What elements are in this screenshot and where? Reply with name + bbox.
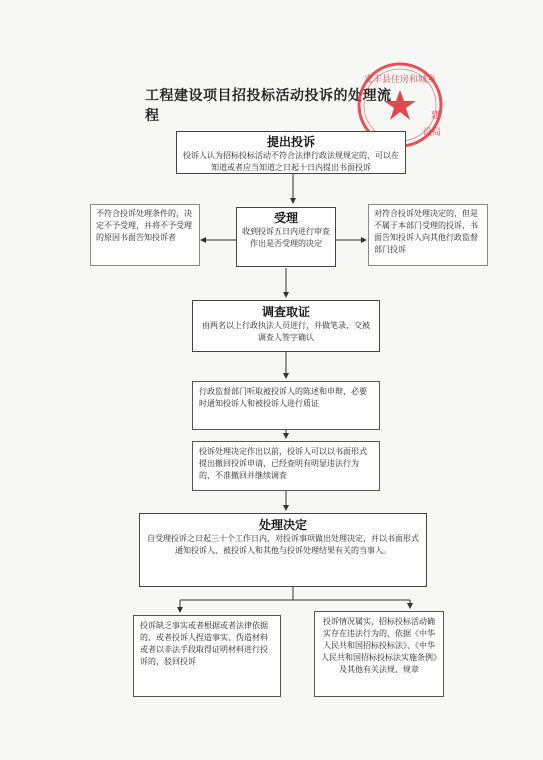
step-text: 行政监督部门听取被投诉人的陈述和申辩，必要时通知投诉人和被投诉人进行质证 <box>199 387 367 408</box>
step-withdraw <box>192 441 380 491</box>
outcome-text: 投诉情况属实，招标投标活动确实存在违法行为的，依据《中华人民共和国招标投标法》、《中华人民共和国招标投标法实施条例》及其他有关法规、规章 <box>321 617 437 674</box>
svg-text:设局: 设局 <box>423 128 442 138</box>
note-text: 对符合投诉处理决定的，但是不属于本部门受理的投诉，书面告知投诉人向其他行政监督部门投诉 <box>374 209 478 254</box>
note-text: 不符合投诉处理条件的，决定不予受理，并将不予受理的原因书面告知投诉者 <box>96 209 192 242</box>
step-decision <box>139 513 427 587</box>
step-text: 投诉人认为招标投标活动不符合法律行政法规规定的，可以在知道或者应当知道之日起十日内提出书面投诉 <box>183 151 399 172</box>
step-heading: 调查取证 <box>261 305 310 319</box>
step-heading: 处理决定 <box>258 518 307 532</box>
svg-text:建: 建 <box>431 111 441 121</box>
step-investigate <box>192 300 380 352</box>
step-hearing <box>192 381 380 430</box>
page-title: 工程建设项目招投标活动投诉的处理流程 <box>145 88 392 124</box>
forward-note <box>368 204 488 266</box>
step-submit-complaint <box>176 131 406 174</box>
step-text: 由两名以上行政执法人员进行，并做笔录，交被调查人签字确认 <box>202 321 370 342</box>
svg-text:安丰县住房和城乡: 安丰县住房和城乡 <box>363 75 437 85</box>
step-text: 收到投诉五日内进行审查作出是否受理的决定 <box>242 227 330 248</box>
step-text: 自受理投诉之日起三十个工作日内，对投诉事项做出处理决定，并以书面形式通知投诉人、被投诉人和其他与投诉处理结果有关的当事人。 <box>147 534 419 555</box>
step-heading: 提出投诉 <box>266 135 315 149</box>
step-text: 投诉处理决定作出以前，投诉人可以以书面形式提出撤回投诉申请，已经查明有明显违法行为的，不准撤回并继续调查 <box>199 447 367 480</box>
outcome-violation <box>314 611 444 697</box>
outcome-reject <box>133 615 281 697</box>
reject-note <box>90 204 200 266</box>
step-heading: 受理 <box>273 211 298 225</box>
outcome-text: 投诉缺乏事实或者根据或者法律依据的，或者投诉人捏造事实、伪造材料或者以非法手段取得证明材料进行投诉的，驳回投诉 <box>140 621 268 666</box>
step-accept <box>236 207 336 267</box>
